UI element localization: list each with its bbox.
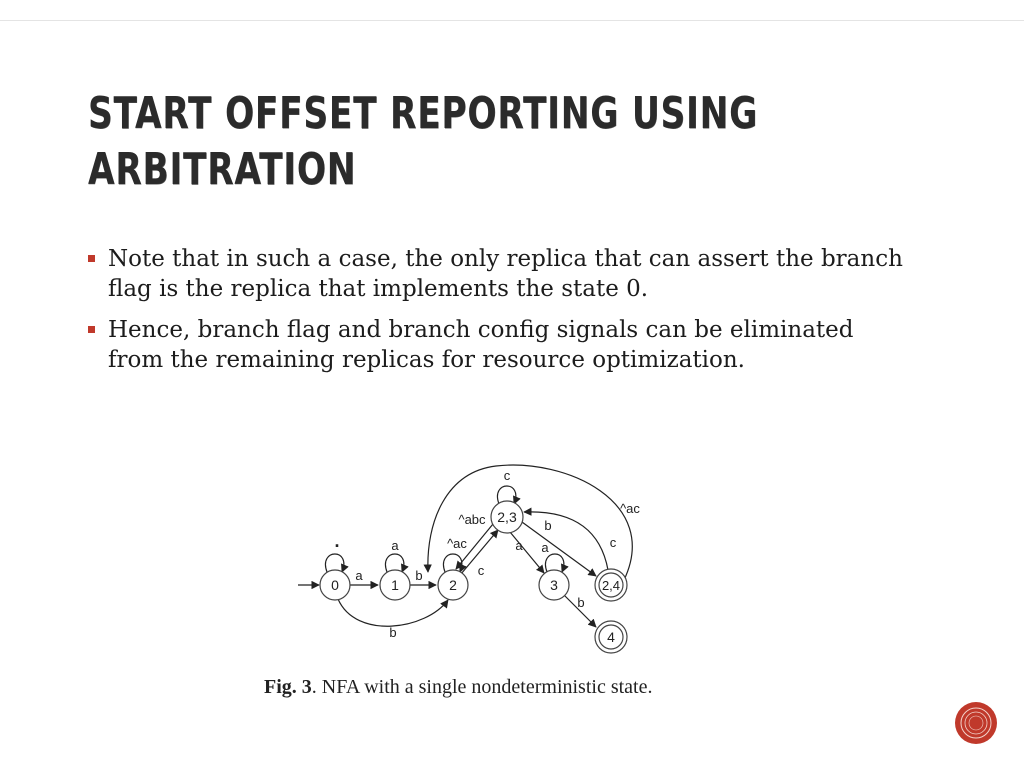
state-label: 4 (607, 629, 615, 645)
state-label: 2 (449, 577, 457, 593)
loop-3 (545, 554, 563, 572)
slide-badge-icon (954, 701, 998, 745)
bullet-item (88, 244, 908, 304)
edge-24-23 (524, 512, 608, 570)
caption-text: . NFA with a single nondeterministic state. (311, 676, 653, 698)
loop-0 (325, 554, 343, 572)
edge-label: ^ac (620, 501, 640, 516)
edge-label: . (334, 531, 340, 551)
bullet-marker-icon (88, 255, 95, 262)
loop-1 (385, 554, 403, 572)
edge-label: b (544, 518, 552, 533)
bullet-item (88, 315, 908, 375)
bullet-marker-icon (88, 326, 95, 333)
state-label: 3 (550, 577, 558, 593)
edge-label: c (609, 535, 617, 550)
edge-label: b (577, 595, 585, 610)
nfa-diagram (286, 462, 686, 662)
bullet-list (88, 244, 908, 386)
slide-title: START OFFSET REPORTING USING ARBITRATION (88, 88, 759, 195)
state-label: 1 (391, 577, 399, 593)
edge-label: c (503, 468, 511, 483)
edge-label: ^abc (458, 512, 486, 527)
edge-label: a (515, 538, 523, 553)
edge-label: b (415, 568, 423, 583)
edge-label: b (389, 625, 397, 640)
caption-label: Fig. 3 (264, 676, 312, 698)
edge-label: a (355, 568, 363, 583)
figure-caption (264, 676, 652, 699)
edge-0-2 (338, 599, 448, 626)
state-label: 0 (331, 577, 339, 593)
state-label: 2,4 (601, 578, 621, 593)
edge-label: a (391, 538, 399, 553)
state-label: 2,3 (497, 509, 517, 525)
top-rule (0, 0, 1024, 21)
edge-23-24 (522, 522, 596, 576)
edge-label: c (477, 563, 485, 578)
edge-label: a (541, 540, 549, 555)
loop-2 (443, 554, 461, 572)
bullet-text: Note that in such a case, the only replica that can assert the branch flag is the replica that implements the state 0. (108, 246, 903, 302)
edge-label: ^ac (447, 536, 467, 551)
bullet-text: Hence, branch flag and branch config signals can be eliminated from the remaining replicas for resource optimization. (108, 317, 854, 373)
